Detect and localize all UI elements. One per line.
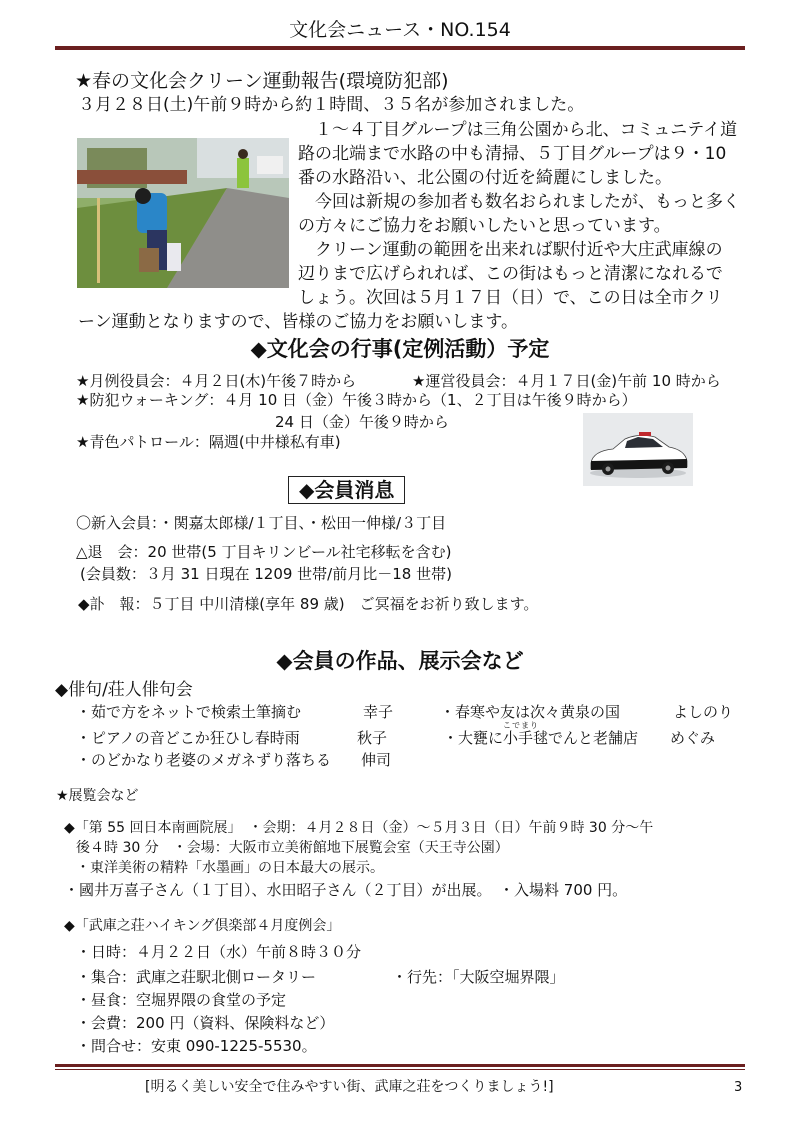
events-title: ◆文化会の行事(定例活動）予定 bbox=[250, 337, 550, 361]
haiku-text: ・のどかなり老婆のメガネずり落ちる bbox=[76, 751, 332, 769]
clean-line: 今回は新規の参加者も数名おられましたが、もっと多く bbox=[315, 192, 740, 212]
clean-line: しょう。次回は５月１７日（日）で、この日は全市クリ bbox=[298, 288, 723, 308]
haiku-author: 幸子 bbox=[363, 703, 394, 721]
clean-title: ★春の文化会クリーン運動報告(環境防犯部) bbox=[75, 70, 449, 92]
clean-line: 番の水路沿い、北公園の付近を綺麗にしました。 bbox=[298, 168, 672, 188]
haiku-author: めぐみ bbox=[670, 729, 716, 747]
exhibit-title: ★展覧会など bbox=[56, 788, 139, 804]
exhibit-line: 後４時 30 分 ・会場：大阪市立美術館地下展覧会室（天王寺公園） bbox=[76, 840, 509, 856]
header-rule bbox=[55, 46, 745, 50]
clean-line: 路の北端まで水路の中も清掃、５丁目グループは９・10 bbox=[298, 144, 727, 164]
clean-line: 辺りまで広げられれば、この街はもっと清潔になれるで bbox=[298, 264, 723, 284]
haiku-text: ・ピアノの音どこか狂ひし春時雨 bbox=[76, 729, 300, 747]
exhibit-line: ・國井万喜子さん（１丁目）、水田昭子さん（２丁目）が出展。 ・入場料 700 円。 bbox=[64, 881, 628, 899]
haiku-text-ruby bbox=[443, 721, 639, 747]
haiku-title: ◆俳句/荘人俳句会 bbox=[55, 680, 193, 700]
clean-line: の方々にご協力をお願いしたいと思っています。 bbox=[298, 216, 671, 236]
footer-slogan: [明るく美しい安全で住みやすい街、武庫之荘をつくりましょう!] bbox=[145, 1079, 554, 1095]
members-title: ◆会員消息 bbox=[288, 476, 405, 504]
haiku-author: よしのり bbox=[673, 703, 734, 721]
events-line: ★運営役員会：４月１７日(金)午前 10 時から bbox=[412, 372, 721, 390]
haiku-author: 伸司 bbox=[361, 751, 392, 769]
members-obit: ◆訃 報：５丁目 中川清様(享年 89 歳) ご冥福をお祈り致します。 bbox=[78, 595, 539, 613]
members-leave: △退 会：20 世帯(5 丁目キリンビール社宅移転を含む) bbox=[76, 543, 452, 561]
footer-rule-thin bbox=[55, 1069, 745, 1070]
patrol-car-image bbox=[583, 413, 693, 486]
clean-photo bbox=[77, 138, 289, 288]
works-title: ◆会員の作品、展示会など bbox=[276, 649, 524, 673]
clean-line: クリーン運動の範囲を出来れば駅付近や大庄武庫線の bbox=[315, 240, 723, 260]
events-line: 24 日（金）午後９時から bbox=[275, 413, 449, 431]
patrol-car-icon bbox=[583, 413, 693, 486]
page-number: 3 bbox=[734, 1080, 743, 1095]
hiking-fee: ・会費：200 円（資料、保険料など） bbox=[76, 1014, 335, 1032]
hiking-dest: ・行先：「大阪空堀界隈」 bbox=[392, 968, 565, 986]
members-new: 〇新入会員：・関嘉太郎様/１丁目、・松田一伸様/３丁目 bbox=[76, 514, 447, 532]
haiku-ruby-base: 小手毬 bbox=[503, 729, 549, 747]
hiking-meet: ・集合：武庫之荘駅北側ロータリー bbox=[76, 968, 317, 986]
haiku-text: ・春寒や友は次々黄泉の国 bbox=[440, 703, 621, 721]
haiku-author: 秋子 bbox=[357, 729, 388, 747]
hiking-date: ・日時：４月２２日（水）午前８時３０分 bbox=[76, 943, 362, 961]
haiku-ruby: こでまり bbox=[503, 721, 540, 730]
footer-rule bbox=[55, 1064, 745, 1067]
events-line: ★青色パトロール：隔週(中井様私有車) bbox=[76, 433, 341, 451]
hiking-contact: ・問合せ：安東 090-1225-5530。 bbox=[76, 1037, 317, 1055]
cleanup-photo-illustration bbox=[77, 138, 289, 288]
clean-line: ーン運動となりますので、皆様のご協力をお願いします。 bbox=[78, 312, 518, 332]
haiku-text-part: でんと老舗店 bbox=[548, 729, 639, 747]
hiking-lunch: ・昼食：空堀界隈の食堂の予定 bbox=[76, 991, 287, 1009]
members-count: (会員数：３月 31 日現在 1209 世帯/前月比－18 世帯) bbox=[80, 565, 452, 583]
hiking-title: ◆「武庫之荘ハイキング倶楽部４月度例会」 bbox=[64, 918, 341, 934]
page-title: 文化会ニュース・NO.154 bbox=[289, 19, 511, 41]
exhibit-line: ◆「第 55 回日本南画院展」 ・会期：４月２８日（金）～５月３日（日）午前９時 30 分～午 bbox=[64, 820, 654, 836]
events-line: ★防犯ウォーキング：４月 10 日（金）午後３時から（1、２丁目は午後９時から） bbox=[76, 391, 637, 409]
clean-line: １～４丁目グループは三角公園から北、コミュニテイ道 bbox=[315, 120, 738, 140]
haiku-text: ・茹で方をネットで検索土筆摘む bbox=[76, 703, 302, 721]
clean-line: ３月２８日(土)午前９時から約１時間、３５名が参加されました。 bbox=[78, 95, 585, 115]
exhibit-line: ・東洋美術の精粋「水墨画」の日本最大の展示。 bbox=[76, 860, 384, 876]
events-line: ★月例役員会：４月２日(木)午後７時から bbox=[76, 372, 357, 390]
haiku-text-part: ・大甕に bbox=[443, 729, 504, 747]
